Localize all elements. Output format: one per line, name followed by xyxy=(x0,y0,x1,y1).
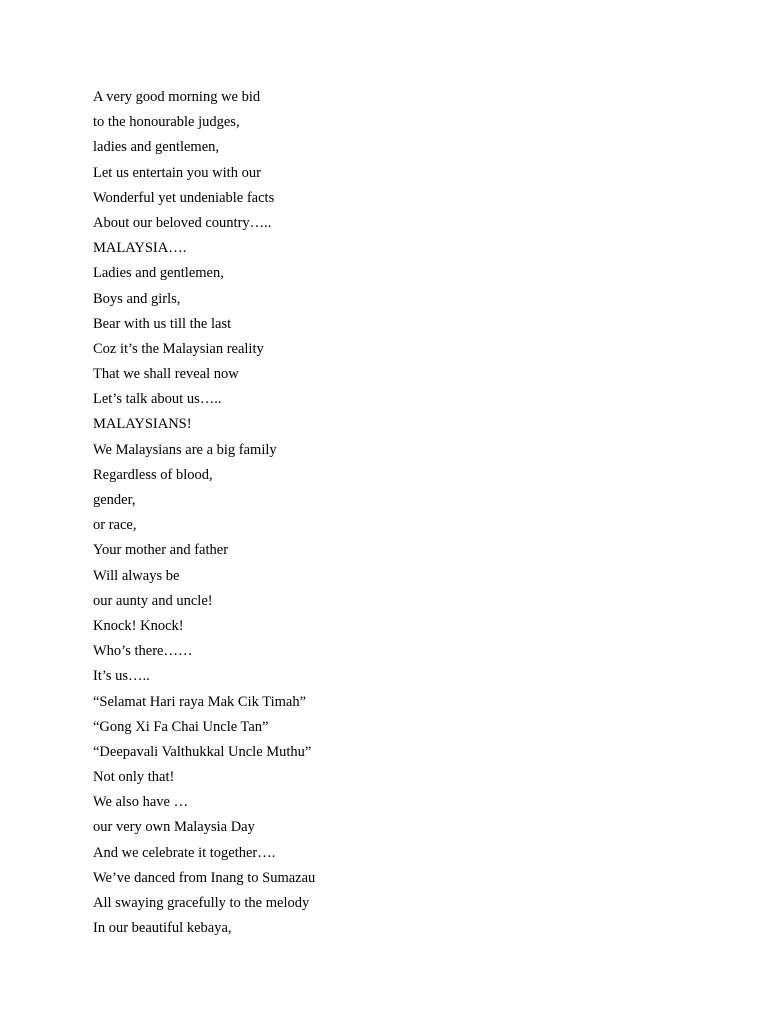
poem-line: We Malaysians are a big family xyxy=(93,441,277,458)
poem-line: All swaying gracefully to the melody xyxy=(93,895,310,911)
poem-line: gender, xyxy=(93,492,136,508)
poem-line: We also have … xyxy=(93,794,189,811)
poem-line: In our beautiful kebaya, xyxy=(93,920,232,937)
poem-line: ladies and gentlemen, xyxy=(93,139,220,156)
poem-line: MALAYSIA…. xyxy=(93,240,187,257)
poem-line: A very good morning we bid xyxy=(93,89,261,105)
poem-line: Not only that! xyxy=(93,769,175,786)
poem-line: Bear with us till the last xyxy=(93,315,232,332)
poem-line: Coz it’s the Malaysian reality xyxy=(93,340,264,357)
poem-line: We’ve danced from Inang to Sumazau xyxy=(93,869,316,886)
poem-line: Let’s talk about us….. xyxy=(93,391,222,408)
poem-line: Wonderful yet undeniable facts xyxy=(93,189,275,206)
poem-line: Let us entertain you with our xyxy=(93,164,261,181)
poem-line: Knock! Knock! xyxy=(93,617,184,634)
poem-line: “Gong Xi Fa Chai Uncle Tan” xyxy=(93,718,269,735)
poem-line: Regardless of blood, xyxy=(93,466,213,483)
poem-line: Will always be xyxy=(93,567,180,584)
poem-line: “Deepavali Valthukkal Uncle Muthu” xyxy=(93,743,312,760)
poem-line: That we shall reveal now xyxy=(93,366,239,383)
poem-line: And we celebrate it together…. xyxy=(93,844,276,861)
poem-line: About our beloved country….. xyxy=(93,214,272,231)
poem-line: “Selamat Hari raya Mak Cik Timah” xyxy=(93,693,307,710)
poem-line: our aunty and uncle! xyxy=(93,592,213,609)
poem-line: our very own Malaysia Day xyxy=(93,819,255,836)
poem-line: to the honourable judges, xyxy=(93,114,240,131)
poem-line: Boys and girls, xyxy=(93,290,181,307)
poem-line: Ladies and gentlemen, xyxy=(93,265,224,282)
poem-line: Who’s there…… xyxy=(93,643,193,660)
poem-line: Your mother and father xyxy=(93,542,229,559)
poem-line: It’s us….. xyxy=(93,668,150,685)
poem-line: MALAYSIANS! xyxy=(93,416,192,433)
poem-line: or race, xyxy=(93,517,137,534)
poem-text xyxy=(93,85,315,941)
